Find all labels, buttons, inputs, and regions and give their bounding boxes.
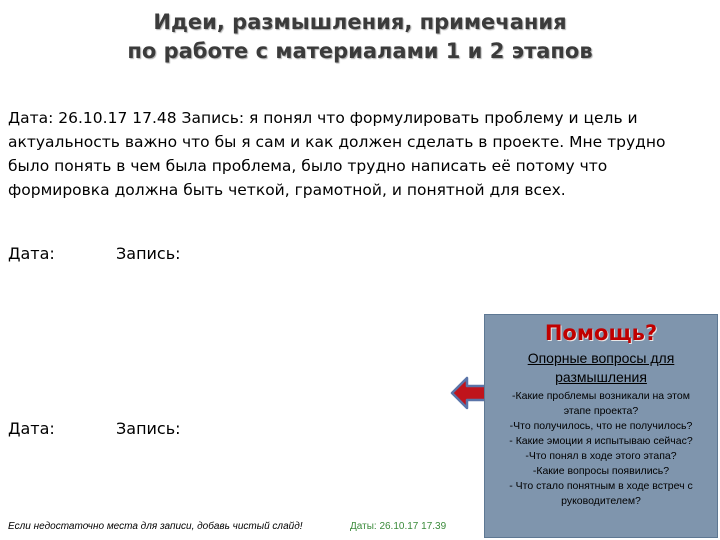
help-question: -Что понял в ходе этого этапа?	[525, 450, 677, 462]
entry-3-date-label: Дата:	[8, 419, 55, 438]
help-panel	[484, 314, 718, 538]
help-question: - Какие эмоции я испытываю сейчас?	[509, 435, 693, 447]
help-question: -Что получилось, что не получилось?	[509, 420, 693, 432]
footer-date: Даты: 26.10.17 17.39	[350, 521, 447, 532]
help-subtitle	[485, 349, 717, 387]
help-title: Помощь?	[544, 321, 658, 345]
left-arrow-icon[interactable]	[450, 376, 488, 410]
entry-3-record-label: Запись:	[116, 419, 181, 438]
help-question: этапе проекта?	[563, 405, 639, 417]
help-question: -Какие проблемы возникали на этом	[512, 390, 690, 402]
title-line-2: по работе с материалами 1 и 2 этапов	[127, 39, 593, 63]
help-question: -Какие вопросы появились?	[532, 465, 670, 477]
help-subtitle-line-1: Опорные вопросы для	[527, 350, 675, 366]
page-title	[60, 8, 660, 66]
entry-2-record-label: Запись:	[116, 244, 181, 263]
footer-note: Если недостаточно места для записи, добавь чистый слайд!	[8, 521, 303, 532]
help-subtitle-line-2: размышления	[555, 369, 647, 385]
help-question: руководителем?	[561, 495, 641, 507]
help-question: - Что стало понятным в ходе встреч с	[509, 480, 693, 492]
journal-entry-1: Дата: 26.10.17 17.48 Запись: я понял что формулировать проблему и цель и актуальность важно что бы я сам и как должен сделать в проекте. Мне трудно было понять в чем была проблема, было трудно написать её потому что формировка должна быть четкой, грамотной, и понятной для всех.	[8, 109, 666, 199]
title-line-1: Идеи, размышления, примечания	[153, 10, 567, 34]
help-questions	[485, 389, 717, 509]
entry-2-date-label: Дата:	[8, 244, 55, 263]
